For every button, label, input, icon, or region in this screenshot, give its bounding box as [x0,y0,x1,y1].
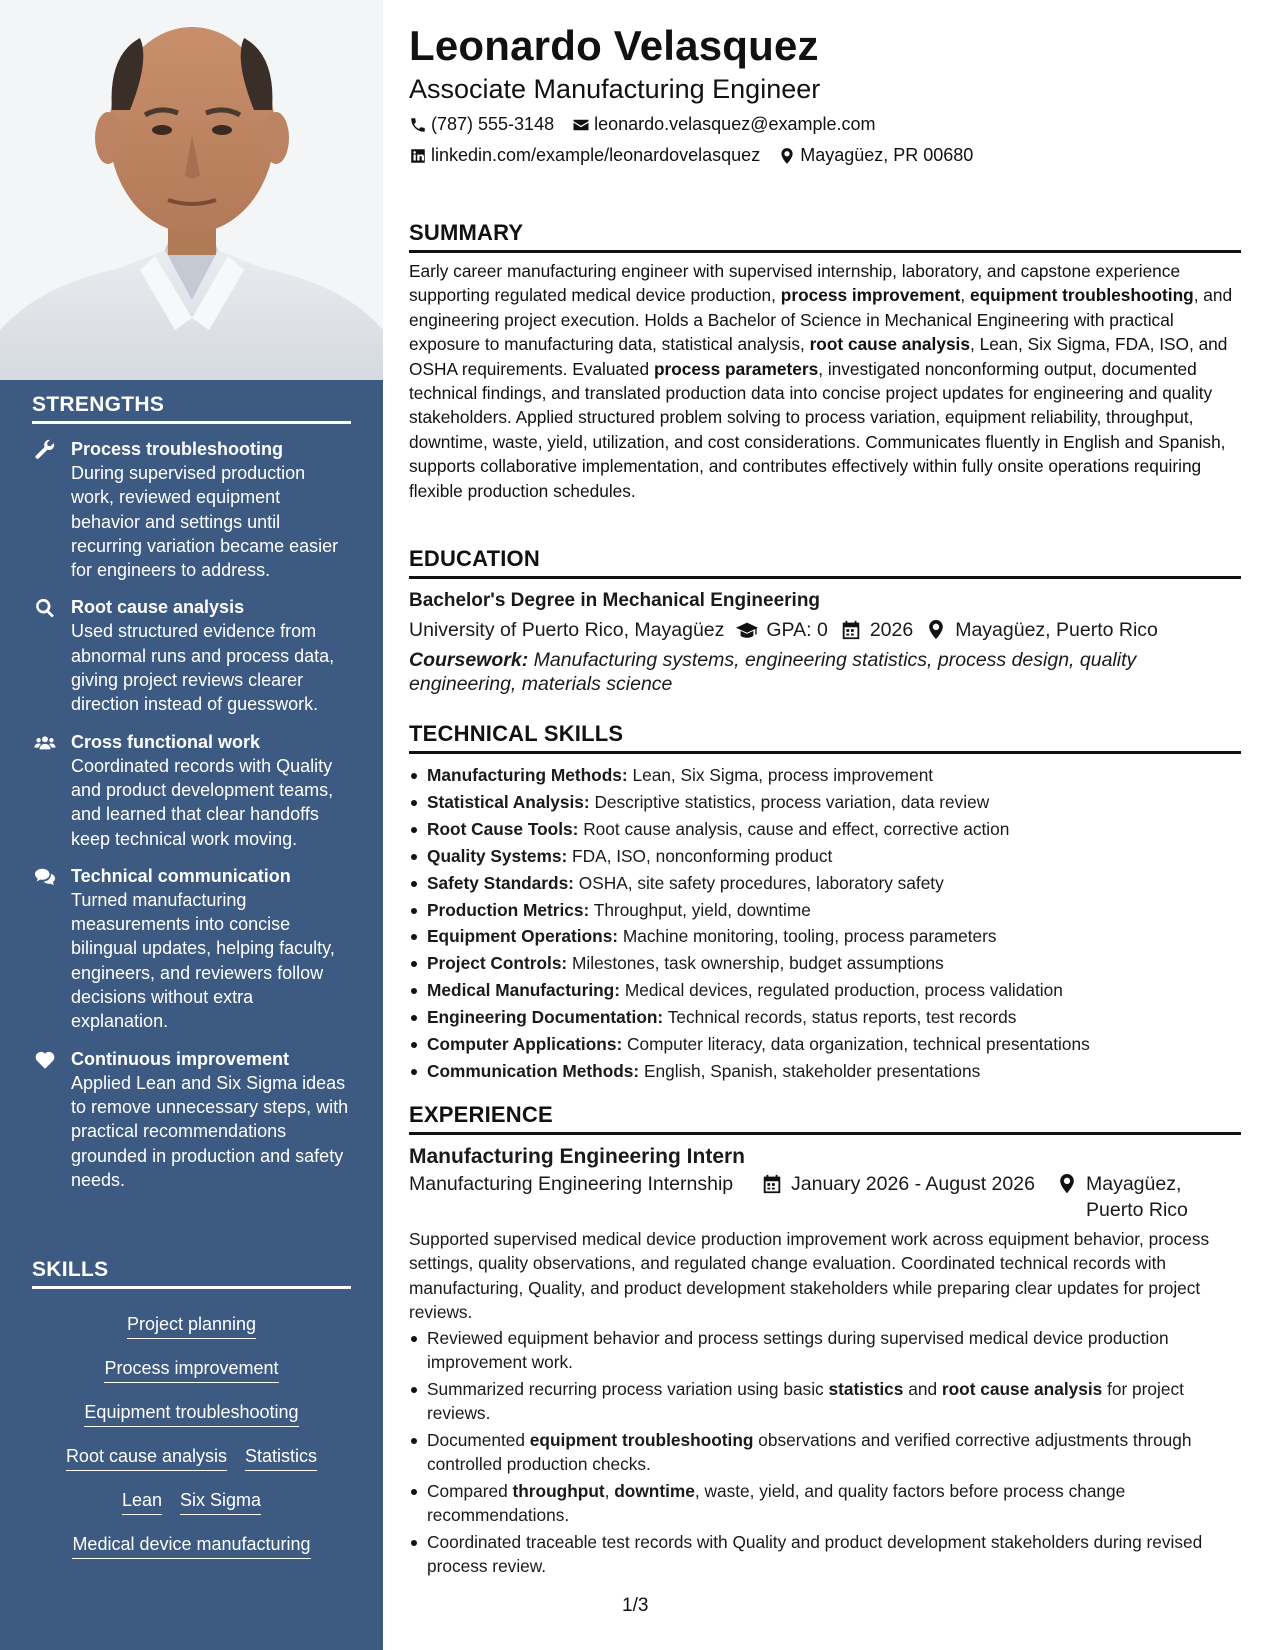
technical-skills-section [409,721,1241,1085]
skill-tag: Six Sigma [180,1488,261,1515]
experience-title: EXPERIENCE [409,1102,1241,1135]
email-text: leonardo.velasquez@example.com [594,114,876,134]
job-title: Manufacturing Engineering Intern [409,1145,746,1168]
job-bullets [409,1326,1241,1579]
year-text: 2026 [869,619,914,641]
list-item: Reviewed equipment behavior and process settings during supervised medical device production improvement work. [409,1326,1241,1375]
calendar-icon [840,620,862,640]
phone-contact[interactable] [409,114,554,135]
coursework: Coursework: Manufacturing systems, engineering statistics, process design, quality engineering, materials science [409,649,1137,695]
job-dates: January 2026 - August 2026 [791,1173,1035,1195]
strength-item [32,595,351,716]
strength-item [32,864,351,1034]
list-item: Communication Methods: English, Spanish, stakeholder presentations [409,1058,1241,1085]
profile-photo [0,0,383,380]
skill-tag: Lean [122,1488,162,1515]
contact-line-1 [409,114,894,135]
skill-tag: Process improvement [104,1356,278,1383]
education-title: EDUCATION [409,546,1241,579]
map-pin-icon [778,147,796,165]
skill-tag: Root cause analysis [66,1444,227,1471]
job-meta [409,1171,1241,1225]
location-text: Mayagüez, PR 00680 [800,145,974,165]
page-number: 1/3 [622,1595,649,1616]
strength-name: Technical communication [71,865,291,886]
edu-location-item [925,616,1158,644]
strengths-title: STRENGTHS [32,393,351,424]
search-icon [34,597,56,619]
sidebar [0,0,383,1650]
strength-name: Continuous improvement [71,1048,290,1069]
comments-icon [34,866,56,888]
calendar-icon [761,1174,783,1194]
list-item: Computer Applications: Computer literacy, data organization, technical presentations [409,1031,1241,1058]
heart-icon [34,1049,56,1071]
job-dates-item [761,1171,1035,1197]
education-section [409,546,1241,696]
phone-icon [409,116,427,134]
strength-name: Cross functional work [71,731,261,752]
strength-desc: Used structured evidence from abnormal runs and process data, giving project reviews clearer direction instead of guesswork. [71,621,335,715]
skill-tag: Medical device manufacturing [72,1532,310,1559]
school-name: University of Puerto Rico, Mayagüez [409,619,725,641]
list-item: Manufacturing Methods: Lean, Six Sigma, process improvement [409,762,1241,789]
linkedin-icon [409,147,427,165]
degree-name: Bachelor's Degree in Mechanical Engineering [409,590,821,611]
strength-desc: Turned manufacturing measurements into concise bilingual updates, helping faculty, engineers, and reviewers follow decisions without extra explanation. [71,889,335,1032]
skill-tag: Project planning [127,1312,256,1339]
list-item: Production Metrics: Throughput, yield, downtime [409,897,1241,924]
summary-text: Early career manufacturing engineer with supervised internship, laboratory, and capstone experience supporting regulated medical device production, process improvement, equipment troubleshooting, and engineering project execution. Holds a Bachelor of Science in Mechanical Engineering with practical exposure to manufacturing data, statistical analysis, root cause analysis, Lean, Six Sigma, FDA, ISO, and OSHA requirements. Evaluated process parameters, investigated nonconforming output, documented technical findings, and translated production data into concise project updates for engineering and quality stakeholders. Applied structured problem solving to process variation, equipment reliability, throughput, downtime, waste, yield, utilization, and cost considerations. Communicates fluently in English and Spanish, supports collaborative implementation, and contributes effectively within fully onsite operations requiring flexible production schedules. [409,261,1233,501]
summary-section [409,220,1241,503]
education-meta [409,616,1241,644]
linkedin-text: linkedin.com/example/leonardovelasquez [431,145,761,165]
gpa-text: GPA: 0 [766,619,828,641]
candidate-name: Leonardo Velasquez [409,22,819,69]
skills-title: SKILLS [32,1258,351,1289]
job-location: Mayagüez, Puerto Rico [1086,1173,1188,1221]
list-item: Compared throughput, downtime, waste, yield, and quality factors before process change recommendations. [409,1479,1241,1528]
experience-section [409,1102,1241,1581]
contact-line-2 [409,145,991,166]
job-org: Manufacturing Engineering Internship [409,1173,734,1195]
list-item: Documented equipment troubleshooting observations and verified corrective adjustments through controlled production checks. [409,1428,1241,1477]
strengths-section [32,393,351,1192]
map-pin-icon [1056,1174,1078,1194]
wrench-icon [34,439,56,461]
strength-desc: Applied Lean and Six Sigma ideas to remove unnecessary steps, with practical recommendations grounded in production and safety needs. [71,1072,349,1190]
list-item: Quality Systems: FDA, ISO, nonconforming product [409,843,1241,870]
linkedin-contact[interactable] [409,145,760,166]
list-item: Summarized recurring process variation using basic statistics and root cause analysis for project reviews. [409,1377,1241,1426]
location-contact [778,145,973,166]
map-pin-icon [925,620,947,640]
candidate-role: Associate Manufacturing Engineer [409,74,821,104]
email-contact[interactable] [572,114,875,135]
edu-location-text: Mayagüez, Puerto Rico [955,619,1158,641]
job-description: Supported supervised medical device production improvement work across equipment behavior, process settings, quality observations, and regulated change evaluation. Coordinated technical records with manufacturing, Quality, and product development stakeholders while preparing clear updates for project reviews. [409,1229,1210,1323]
users-icon [34,732,56,754]
list-item: Coordinated traceable test records with Quality and product development stakeholders during revised process review. [409,1530,1241,1579]
strength-desc: Coordinated records with Quality and product development teams, and learned that clear handoffs keep technical work moving. [71,755,334,849]
list-item: Medical Manufacturing: Medical devices, regulated production, process validation [409,977,1241,1004]
skill-tag: Statistics [245,1444,317,1471]
strength-item [32,437,351,582]
graduation-cap-icon [736,620,758,640]
skills-section [32,1258,351,1559]
technical-skills-title: TECHNICAL SKILLS [409,721,1241,754]
list-item: Project Controls: Milestones, task ownership, budget assumptions [409,950,1241,977]
job-location-item [1056,1171,1216,1223]
summary-title: SUMMARY [409,220,1241,253]
envelope-icon [572,116,590,134]
portrait-image [0,0,383,380]
year-item [840,616,913,644]
strength-name: Root cause analysis [71,597,245,618]
list-item: Equipment Operations: Machine monitoring, tooling, process parameters [409,923,1241,950]
technical-skills-list [409,762,1241,1085]
skill-tag: Equipment troubleshooting [84,1400,298,1427]
strength-item [32,1047,351,1192]
strength-desc: During supervised production work, reviewed equipment behavior and settings until recurring variation became easier for engineers to address. [71,463,339,581]
list-item: Engineering Documentation: Technical records, status reports, test records [409,1004,1241,1031]
list-item: Safety Standards: OSHA, site safety procedures, laboratory safety [409,870,1241,897]
list-item: Statistical Analysis: Descriptive statistics, process variation, data review [409,789,1241,816]
list-item: Root Cause Tools: Root cause analysis, cause and effect, corrective action [409,816,1241,843]
strength-item [32,730,351,851]
skills-list [32,1289,351,1559]
gpa-item [736,616,827,644]
strength-name: Process troubleshooting [71,439,284,459]
phone-text: (787) 555-3148 [431,114,555,134]
